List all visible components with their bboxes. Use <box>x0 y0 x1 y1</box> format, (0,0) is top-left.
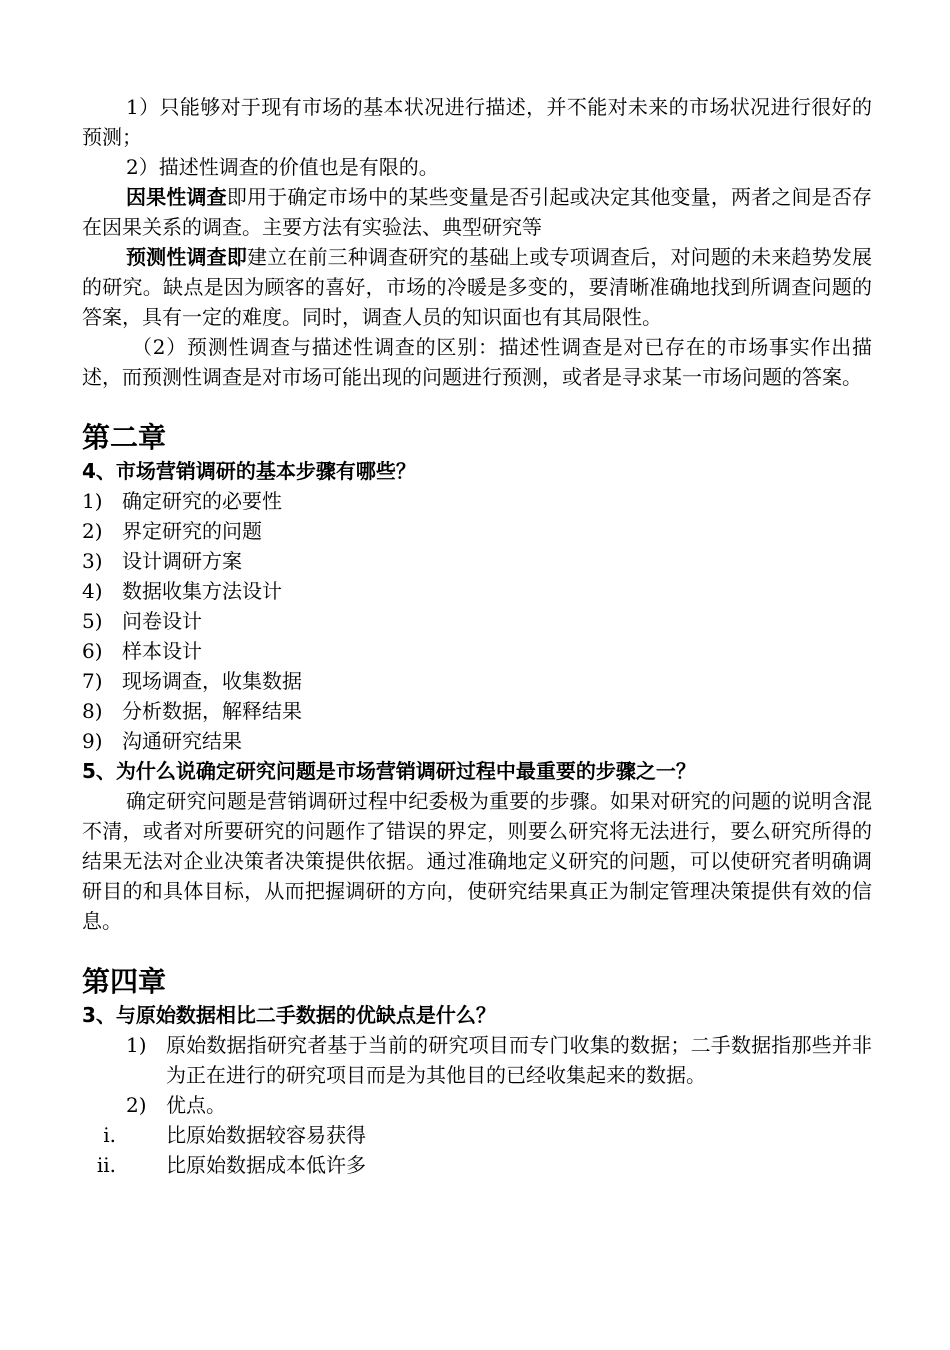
question-5: 5、为什么说确定研究问题是市场营销调研过程中最重要的步骤之一？ <box>82 759 696 783</box>
list-item <box>82 1090 872 1120</box>
term-predictive: 预测性调查即 <box>126 245 247 269</box>
list-text: 原始数据指研究者基于当前的研究项目而专门收集的数据；二手数据指那些并非为正在进行的研究项目而是为其他目的已经收集起来的数据。 <box>166 1033 872 1087</box>
text-predictive: 建立在前三种调查研究的基础上或专项调查后，对问题的未来趋势发展的研究。缺点是因为顾客的喜好，市场的冷暖是多变的，要清晰准确地找到所调查问题的答案，具有一定的难度。同时，调查人员的知识面也有其局限性。 <box>82 245 872 329</box>
list-text: 设计调研方案 <box>122 549 242 573</box>
list-text: 数据收集方法设计 <box>122 579 282 603</box>
list-item <box>82 546 872 576</box>
list-number: 7) <box>82 669 103 693</box>
list-number: 4) <box>82 579 103 603</box>
paragraph-limitation-2: 2）描述性调查的价值也是有限的。 <box>126 155 439 179</box>
list-text: 比原始数据成本低许多 <box>166 1153 366 1177</box>
list-item <box>82 1030 872 1090</box>
list-item <box>82 636 872 666</box>
list-text: 比原始数据较容易获得 <box>166 1123 366 1147</box>
list-item <box>82 726 872 756</box>
chapter-2-title: 第二章 <box>82 421 167 454</box>
list-text: 界定研究的问题 <box>122 519 262 543</box>
list-text: 问卷设计 <box>122 609 202 633</box>
list-text: 现场调查，收集数据 <box>122 669 302 693</box>
list-item <box>82 666 872 696</box>
chapter-4-title: 第四章 <box>82 965 167 998</box>
answer-5: 确定研究问题是营销调研过程中纪委极为重要的步骤。如果对研究的问题的说明含混不清，或者对所要研究的问题作了错误的界定，则要么研究将无法进行，要么研究所得的结果无法对企业决策者决策提供依据。通过准确地定义研究的问题，可以使研究者明确调研目的和具体目标，从而把握调研的方向，使研究结果真正为制定管理决策提供有效的信息。 <box>82 789 872 933</box>
paragraph-difference: （2）预测性调查与描述性调查的区别：描述性调查是对已存在的市场事实作出描述，而预测性调查是对市场可能出现的问题进行预测，或者是寻求某一市场问题的答案。 <box>82 335 872 389</box>
sublist-item <box>82 1120 872 1150</box>
sublist-item <box>82 1150 872 1180</box>
list-number: 6) <box>82 639 103 663</box>
list-number: 3) <box>82 549 103 573</box>
list-text: 优点。 <box>166 1093 226 1117</box>
list-item <box>82 696 872 726</box>
list-text: 沟通研究结果 <box>122 729 242 753</box>
paragraph-causal <box>82 182 872 242</box>
list-number: 5) <box>82 609 103 633</box>
text-causal: 即用于确定市场中的某些变量是否引起或决定其他变量，两者之间是否存在因果关系的调查。主要方法有实验法、典型研究等 <box>82 185 873 239</box>
list-number: ii. <box>96 1153 116 1177</box>
steps-list <box>82 486 872 756</box>
question-4: 4、市场营销调研的基本步骤有哪些？ <box>82 459 416 483</box>
list-number: 2) <box>82 519 103 543</box>
term-causal: 因果性调查 <box>126 185 227 209</box>
paragraph-limitation-1: 1）只能够对于现有市场的基本状况进行描述，并不能对未来的市场状况进行很好的预测； <box>82 95 872 149</box>
list-item <box>82 576 872 606</box>
list-number: i. <box>103 1123 116 1147</box>
list-text: 样本设计 <box>122 639 202 663</box>
document-page <box>82 92 872 1180</box>
list-number: 9) <box>82 729 103 753</box>
list-text: 分析数据，解释结果 <box>122 699 302 723</box>
list-item <box>82 486 872 516</box>
question-3: 3、与原始数据相比二手数据的优缺点是什么？ <box>82 1003 496 1027</box>
list-text: 确定研究的必要性 <box>122 489 282 513</box>
list-item <box>82 606 872 636</box>
list-number: 1) <box>126 1033 147 1057</box>
list-number: 1) <box>82 489 103 513</box>
list-number: 2) <box>126 1093 147 1117</box>
list-item <box>82 516 872 546</box>
list-number: 8) <box>82 699 103 723</box>
paragraph-predictive <box>82 242 872 332</box>
